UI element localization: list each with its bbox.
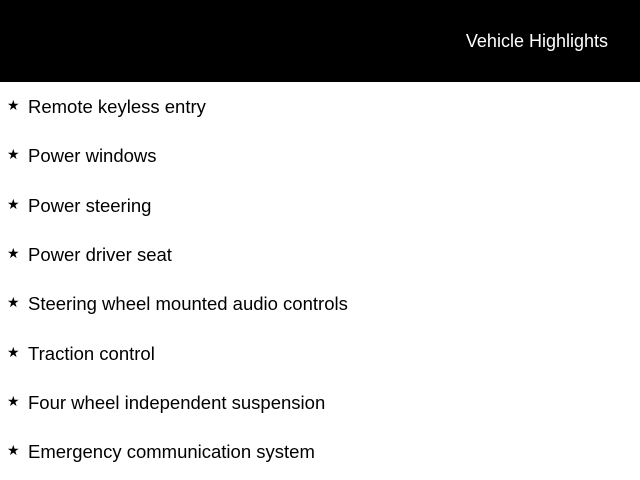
highlight-label: Emergency communication system — [28, 441, 315, 462]
list-item — [0, 96, 640, 120]
star-icon: ★ — [7, 147, 20, 163]
list-item — [0, 195, 640, 219]
list-item — [0, 441, 640, 465]
highlight-label: Power steering — [28, 195, 152, 216]
star-icon: ★ — [7, 443, 20, 459]
list-item — [0, 145, 640, 169]
header-bar — [0, 0, 640, 82]
star-icon: ★ — [7, 197, 20, 213]
highlight-label: Power windows — [28, 145, 157, 166]
star-icon: ★ — [7, 345, 20, 361]
highlight-label: Steering wheel mounted audio controls — [28, 293, 348, 314]
list-item — [0, 392, 640, 416]
list-item — [0, 343, 640, 367]
star-icon: ★ — [7, 394, 20, 410]
highlight-label: Power driver seat — [28, 244, 172, 265]
page-title: Vehicle Highlights — [465, 31, 608, 51]
list-item — [0, 293, 640, 317]
star-icon: ★ — [7, 246, 20, 262]
highlight-label: Traction control — [28, 343, 155, 364]
highlight-label: Remote keyless entry — [28, 96, 206, 117]
star-icon: ★ — [7, 295, 20, 311]
star-icon: ★ — [7, 98, 20, 114]
list-item — [0, 244, 640, 268]
highlight-label: Four wheel independent suspension — [28, 392, 326, 413]
